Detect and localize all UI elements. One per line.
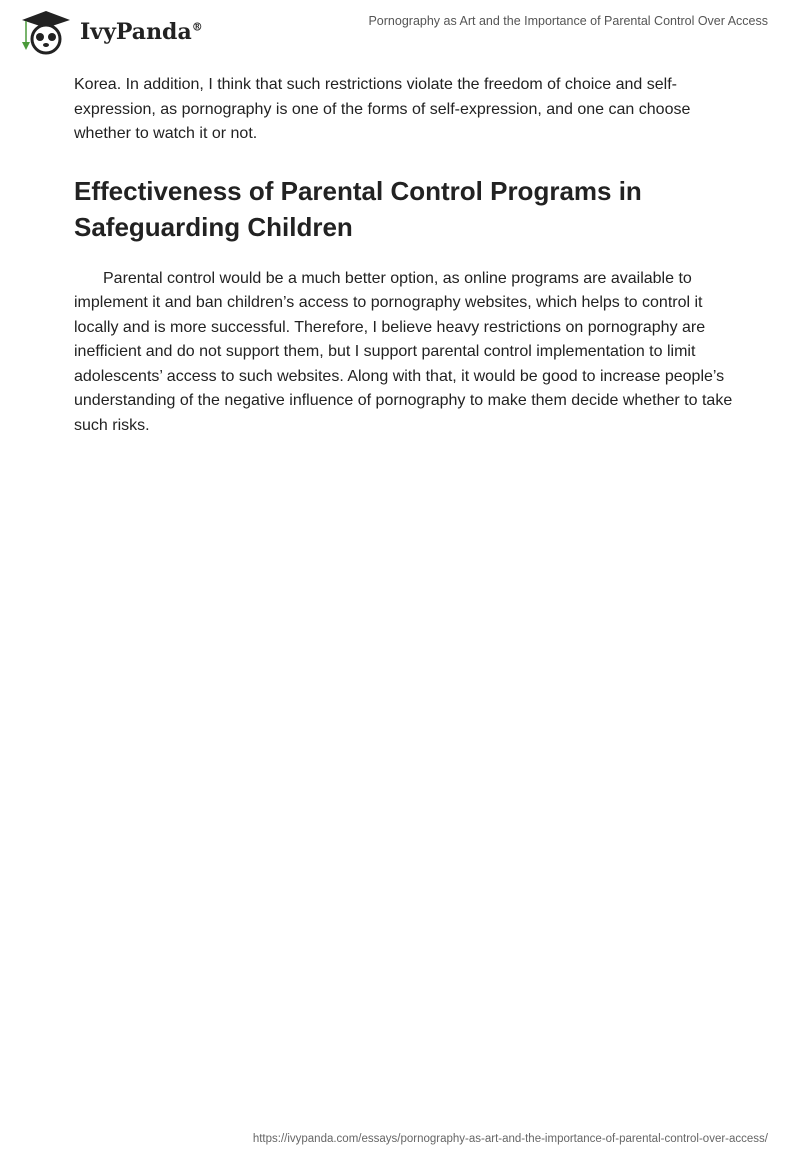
registered-mark: ® bbox=[191, 20, 203, 34]
logo[interactable] bbox=[18, 8, 203, 56]
section-heading: Effectiveness of Parental Control Programs in Safeguarding Children bbox=[74, 175, 642, 242]
header bbox=[0, 0, 800, 60]
document-title: Pornography as Art and the Importance of Parental Control Over Access bbox=[368, 14, 768, 28]
essay-body bbox=[74, 73, 734, 438]
logo-text bbox=[80, 19, 203, 45]
paragraph: Parental control would be a much better option, as online programs are available to implement it and ban children’s access to pornography websites, which helps to control it locally and is more successful. Therefore, I believe heavy restrictions on pornography are inefficient and do not support them, but I support parental control implementation to limit adolescents’ access to such websites. Along with that, it would be good to increase people’s understanding of the negative influence of pornography to make them decide whether to take such risks. bbox=[74, 269, 733, 434]
logo-name: IvyPanda bbox=[80, 19, 192, 45]
source-url[interactable]: https://ivypanda.com/essays/pornography-as-art-and-the-importance-of-parental-control-over-access/ bbox=[252, 1133, 768, 1145]
paragraph: Korea. In addition, I think that such restrictions violate the freedom of choice and self-expression, as pornography is one of the forms of self-expression, and one can choose whether to watch it or not. bbox=[74, 76, 691, 142]
panda-logo-icon bbox=[18, 8, 74, 56]
